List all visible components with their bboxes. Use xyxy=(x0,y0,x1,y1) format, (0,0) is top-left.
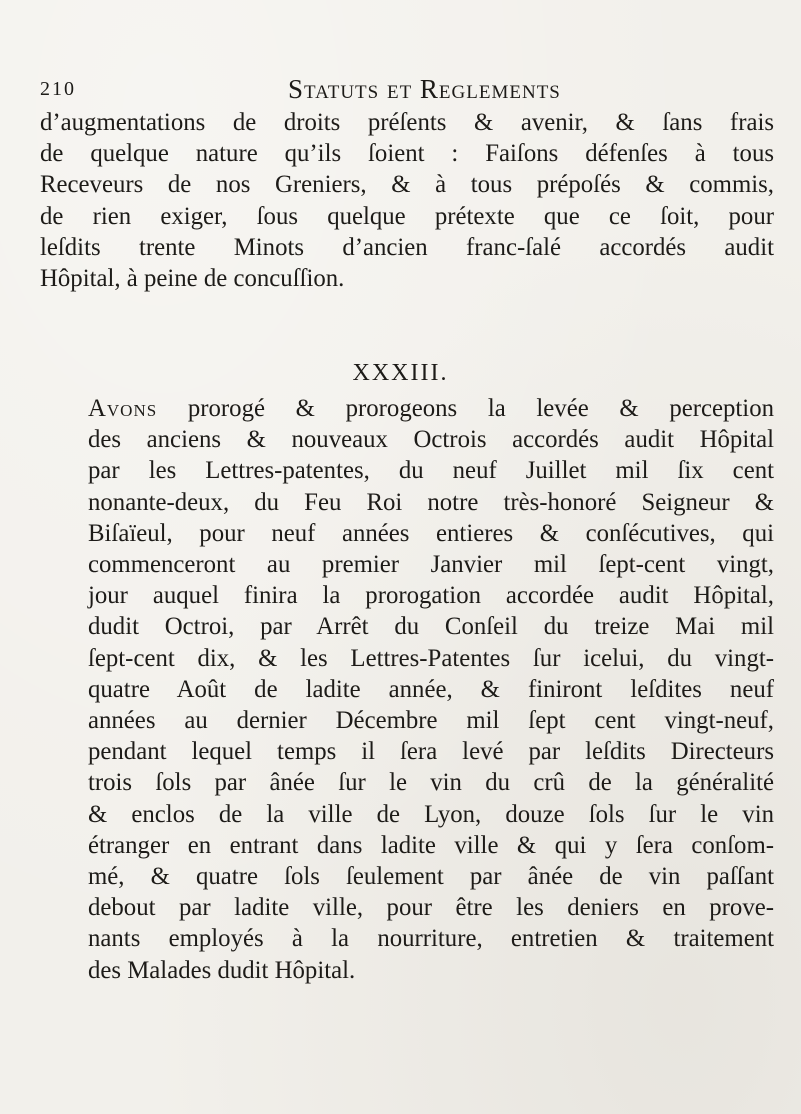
lead-word: Avons xyxy=(88,395,158,422)
text-line: pendant lequel temps il ſera levé par leſdits Directeurs xyxy=(88,738,774,766)
text-line: Biſaïeul, pour neuf années entieres & conſécutives, qui xyxy=(88,519,774,547)
text-line: commenceront au premier Janvier mil ſept-cent vingt, xyxy=(88,551,774,579)
text-line: de rien exiger, ſous quelque prétexte que ce ſoit, pour xyxy=(40,202,774,230)
text-line: ſept-cent dix, & les Lettres-Patentes ſur icelui, du vingt- xyxy=(88,644,774,672)
text-line: trois ſols par ânée ſur le vin du crû de la généralité xyxy=(88,769,774,797)
page-header xyxy=(40,74,780,110)
paragraph-1 xyxy=(40,107,774,294)
text-line: nants employés à la nourriture, entretien & traitement xyxy=(88,925,774,953)
text-line: jour auquel finira la prorogation accordée audit Hôpital, xyxy=(88,582,774,610)
text-line: dudit Octroi, par Arrêt du Conſeil du treize Mai mil xyxy=(88,613,774,641)
text-line: Hôpital, à peine de concuſſion. xyxy=(40,265,345,293)
text-line: de quelque nature qu’ils ſoient : Faiſons défenſes à tous xyxy=(40,140,774,168)
text-line: debout par ladite ville, pour être les deniers en prove- xyxy=(88,894,774,922)
text-line: quatre Août de ladite année, & finiront leſdites neuf xyxy=(88,675,774,703)
paragraph-2 xyxy=(40,393,774,986)
article-number: XXXIII. xyxy=(352,360,449,386)
running-title: Statuts et Reglements xyxy=(288,74,561,104)
text-line: d’augmentations de droits préſents & avenir, & ſans frais xyxy=(40,109,774,136)
text-line: des Malades dudit Hôpital. xyxy=(88,956,356,984)
text-line: des anciens & nouveaux Octrois accordés audit Hôpital xyxy=(88,426,774,454)
text-line: leſdits trente Minots d’ancien franc-ſalé accordés audit xyxy=(40,233,774,261)
text-line: mé, & quatre ſols ſeulement par ânée de vin paſſant xyxy=(88,863,774,891)
text-line: & enclos de la ville de Lyon, douze ſols ſur le vin xyxy=(88,800,774,828)
text-line: étranger en entrant dans ladite ville & qui y ſera conſom- xyxy=(88,831,774,859)
page-number: 210 xyxy=(40,78,76,100)
text-line-rest: prorogé & prorogeons la levée & perception xyxy=(187,395,774,422)
text-line-first xyxy=(40,393,774,424)
text-line: nonante-deux, du Feu Roi notre très-honoré Seigneur & xyxy=(88,488,774,516)
text-line: années au dernier Décembre mil ſept cent vingt-neuf, xyxy=(88,707,774,735)
text-line: Receveurs de nos Greniers, & à tous prépoſés & commis, xyxy=(40,171,774,199)
text-line: par les Lettres-patentes, du neuf Juillet mil ſix cent xyxy=(88,457,774,485)
